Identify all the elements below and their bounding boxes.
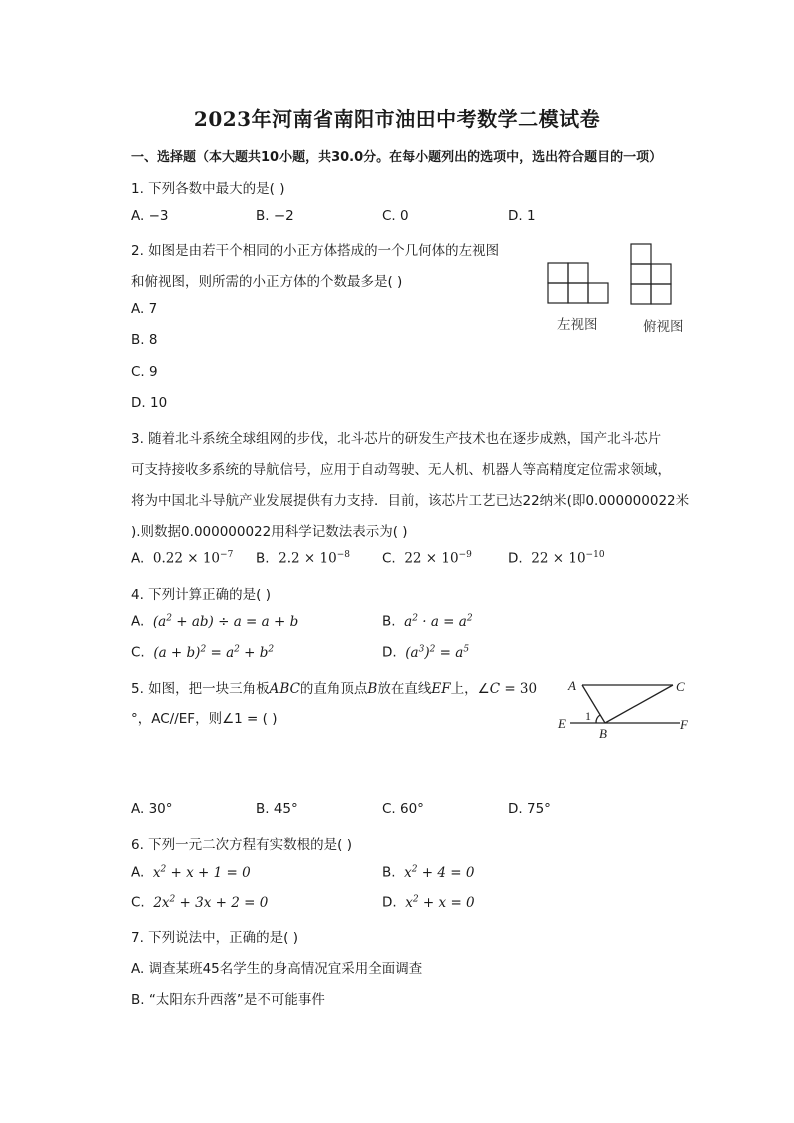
question-2-option-d: D. 10: [131, 395, 168, 411]
question-4-option-c: C. $(a + b)^2 = a^2 + b^2$: [131, 644, 275, 661]
left-view-label: 左视图: [557, 317, 598, 333]
question-3-line3: 将为中国北斗导航产业发展提供有力支持．目前，该芯片工艺已达22纳米(即0.000000022米: [131, 493, 690, 509]
question-3-option-c: C. $22 \times 10^{-9}$: [382, 550, 472, 567]
question-5-option-a: A. 30°: [131, 801, 173, 817]
question-7-stem: 7. 下列说法中，正确的是( ): [131, 930, 298, 946]
question-1-option-a: A. −3: [131, 208, 169, 224]
top-view-figure: [630, 243, 674, 307]
question-1-option-c: C. 0: [382, 208, 409, 224]
question-6-option-a: A. $x^2 + x + 1 = 0$: [131, 864, 251, 881]
question-4-option-a: A. $(a^2 + ab) \div a = a + b$: [131, 613, 299, 630]
label-C: C: [676, 679, 685, 694]
question-6-stem: 6. 下列一元二次方程有实数根的是( ): [131, 837, 352, 853]
question-2-stem-line1: 2. 如图是由若干个相同的小正方体搭成的一个几何体的左视图: [131, 243, 500, 259]
question-6-option-d: D. $x^2 + x = 0$: [382, 894, 475, 911]
question-4-option-b: B. $a^2 \cdot a = a^2$: [382, 613, 473, 630]
question-5-stem-line1: 5. 如图，把一块三角板ABC的直角顶点B放在直线EF上，∠C = 30: [131, 681, 538, 697]
question-3-option-a: A. $0.22 \times 10^{-7}$: [131, 550, 234, 567]
question-2-stem-line2: 和俯视图，则所需的小正方体的个数最多是( ): [131, 274, 403, 290]
question-3-line4: ).则数据0.000000022用科学记数法表示为( ): [131, 524, 408, 540]
question-4-option-d: D. $(a^3)^2 = a^5$: [382, 644, 470, 661]
question-6-option-c: C. $2x^2 + 3x + 2 = 0$: [131, 894, 269, 911]
question-3-line2: 可支持接收多系统的导航信号，应用于自动驾驶、无人机、机器人等高精度定位需求领域，: [131, 462, 671, 478]
triangle-figure: [552, 674, 697, 744]
question-2-option-c: C. 9: [131, 364, 158, 380]
question-1-option-d: D. 1: [508, 208, 536, 224]
label-A: A: [568, 678, 576, 693]
question-4-stem: 4. 下列计算正确的是( ): [131, 587, 271, 603]
question-5-option-c: C. 60°: [382, 801, 424, 817]
section-heading: 一、选择题（本大题共10小题，共30.0分。在每小题列出的选项中，选出符合题目的一项）: [131, 150, 663, 165]
question-3-option-d: D. $22 \times 10^{-10}$: [508, 550, 605, 567]
label-F: F: [680, 717, 688, 732]
question-7-option-a: A. 调查某班45名学生的身高情况宜采用全面调查: [131, 961, 423, 977]
label-E: E: [558, 716, 566, 731]
question-5-option-d: D. 75°: [508, 801, 551, 817]
question-6-option-b: B. $x^2 + 4 = 0$: [382, 864, 475, 881]
question-7-option-b: B. “太阳东升西落”是不可能事件: [131, 992, 325, 1008]
question-5-option-b: B. 45°: [256, 801, 298, 817]
question-1-stem: 1. 下列各数中最大的是( ): [131, 181, 285, 197]
top-view-label: 俯视图: [643, 319, 684, 335]
left-view-figure: [547, 262, 611, 306]
question-1-option-b: B. −2: [256, 208, 294, 224]
page-title: 2023年河南省南阳市油田中考数学二模试卷: [193, 107, 601, 131]
label-B: B: [599, 726, 607, 741]
question-2-option-b: B. 8: [131, 332, 158, 348]
question-3-option-b: B. $2.2 \times 10^{-8}$: [256, 550, 350, 567]
question-5-stem-line2: °，AC//EF，则∠1 = ( ): [131, 711, 278, 727]
label-angle-1: 1: [585, 709, 591, 723]
question-3-line1: 3. 随着北斗系统全球组网的步伐，北斗芯片的研发生产技术也在逐步成熟，国产北斗芯片: [131, 431, 662, 447]
question-2-option-a: A. 7: [131, 301, 158, 317]
